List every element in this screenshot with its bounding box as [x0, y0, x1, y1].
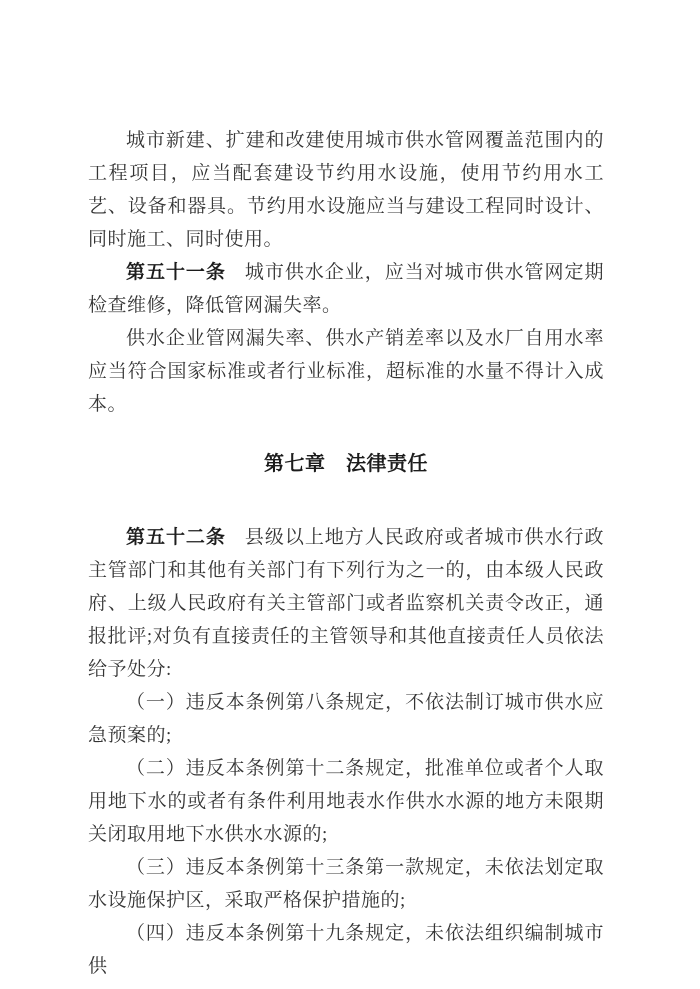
- article-51: [88, 256, 604, 322]
- article-52-text: 县级以上地方人民政府或者城市供水行政主管部门和其他有关部门有下列行为之一的，由本级人民政府、上级人民政府有关主管部门或者监察机关责令改正，通报批评;对负有直接责任的主管领导和其他直接责任人员依法给予处分:: [88, 527, 604, 680]
- paragraph-water-saving-facilities: 城市新建、扩建和改建使用城市供水管网覆盖范围内的工程项目，应当配套建设节约用水设施，使用节约用水工艺、设备和器具。节约用水设施应当与建设工程同时设计、同时施工、同时使用。: [88, 130, 604, 250]
- list-item-3: （三）违反本条例第十三条第一款规定，未依法划定取水设施保护区，采取严格保护措施的;: [88, 857, 604, 911]
- article-51-text: 城市供水企业，应当对城市供水管网定期检查维修，降低管网漏失率。: [88, 262, 604, 316]
- list-item-2: （二）违反本条例第十二条规定，批准单位或者个人取用地下水的或者有条件利用地表水作供水水源的地方未限期关闭取用地下水供水水源的;: [88, 758, 604, 845]
- article-52-number: 第五十二条: [126, 527, 226, 548]
- paragraph-leakage-standards: 供水企业管网漏失率、供水产销差率以及水厂自用水率应当符合国家标准或者行业标准，超标准的水量不得计入成本。: [88, 328, 604, 415]
- text-block: [88, 124, 604, 983]
- list-item-4: （四）违反本条例第十九条规定，未依法组织编制城市供: [88, 923, 604, 977]
- list-item-1: （一）违反本条例第八条规定，不依法制订城市供水应急预案的;: [88, 692, 604, 746]
- chapter-heading: 第七章 法律责任: [264, 453, 428, 475]
- article-52: [88, 521, 604, 686]
- article-51-number: 第五十一条: [126, 262, 226, 283]
